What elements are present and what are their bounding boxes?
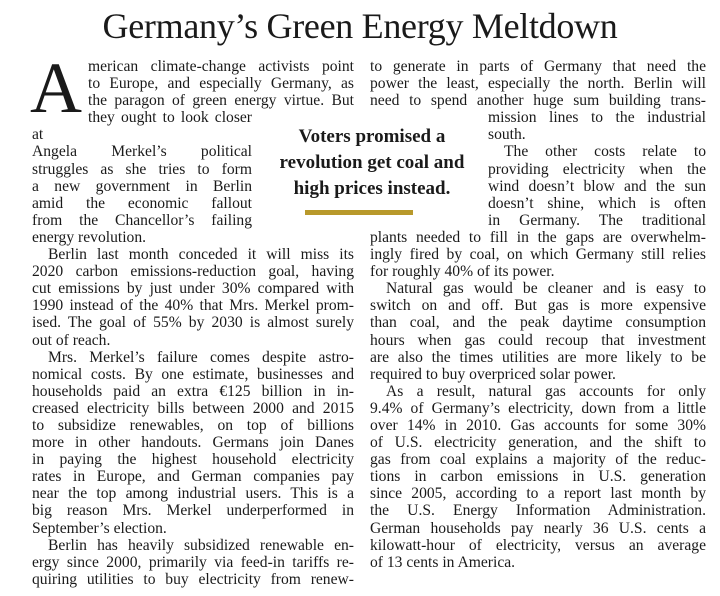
text-line: to Europe, and especially Germany, as	[88, 75, 354, 93]
text-line: gas from coal explains a majority of the reduc-	[370, 451, 706, 469]
text-line: switch on and off. But gas is more expensive	[370, 297, 706, 315]
text-line: are also the times utilities are more likely to be	[370, 348, 706, 366]
text-line: doesn’t shine, which is often	[488, 194, 706, 212]
text-line: 9.4% of Germany’s electricity, down from a little	[370, 399, 706, 417]
text-line: plants needed to fill in the gaps are overwhelm-	[370, 228, 706, 246]
text-line: 1990 instead of the 40% that Mrs. Merkel prom-	[32, 297, 354, 315]
text-line: ingly fired by coal, on which Germany still relies	[370, 246, 706, 264]
text-line: out of reach.	[32, 331, 111, 349]
text-line: households paid an extra €125 billion in in-	[32, 382, 354, 400]
text-line: in Germany. The traditional	[488, 211, 706, 229]
text-line: cut emissions by just under 30% compared with	[32, 280, 354, 298]
text-line: the paragon of green energy virtue. But	[88, 92, 354, 110]
pull-quote-line: Voters promised a	[298, 126, 446, 147]
text-line: from the Chancellor’s failing	[32, 211, 252, 229]
text-line: Berlin last month conceded it will miss its	[48, 246, 354, 264]
text-line: mission lines to the industrial	[488, 109, 706, 127]
text-line: creased electricity bills between 2000 and 2015	[32, 399, 354, 417]
paragraph-2	[32, 246, 354, 349]
text-line: providing electricity when the	[488, 160, 706, 178]
text-line: for roughly 40% of its power.	[370, 263, 555, 281]
text-line: south.	[488, 126, 526, 144]
text-line: more in other handouts. Germans join Danes	[32, 434, 354, 452]
text-line: Angela Merkel’s political	[32, 143, 252, 161]
drop-cap: A	[30, 48, 82, 128]
text-line: ised. The goal of 55% by 2030 is almost surely	[32, 314, 354, 332]
text-line: struggles as she tries to form	[32, 160, 252, 178]
paragraph-8	[370, 383, 706, 571]
text-line: tions in carbon emissions in U.S. generation	[370, 468, 706, 486]
text-line: kilowatt-hour of electricity, versus an average	[370, 536, 706, 554]
text-line: of 13 cents in America.	[370, 553, 516, 571]
text-line: hours when gas could recoup that investment	[370, 331, 706, 349]
text-line: energy revolution.	[32, 228, 147, 246]
text-line: Mrs. Merkel’s failure comes despite astro-	[48, 348, 354, 366]
paragraph-4	[32, 537, 354, 588]
text-line: need to spend another huge sum building trans-	[370, 92, 706, 110]
text-line: German households pay nearly 36 U.S. cents a	[370, 519, 706, 537]
text-line: nomical costs. By one estimate, businesses and	[32, 365, 354, 383]
text-line: The other costs relate to	[504, 143, 706, 161]
pull-quote-line: revolution get coal and	[279, 152, 465, 173]
text-line: required to buy overpriced solar power.	[370, 365, 616, 383]
text-line: 2020 carbon emissions-reduction goal, having	[32, 263, 354, 281]
text-line: the U.S. Energy Information Administration.	[370, 502, 706, 520]
text-line: since 2005, according to a report last month by	[370, 485, 706, 503]
text-line: amid the economic fallout	[32, 194, 252, 212]
text-line: a new government in Berlin	[32, 177, 252, 195]
text-line: September’s election.	[32, 519, 167, 537]
text-line: ergy since 2000, primarily via feed-in tariffs re-	[32, 553, 354, 571]
text-line: they ought to look closer at	[32, 109, 252, 144]
paragraph-7	[370, 280, 706, 383]
text-line: power the least, especially the north. Berlin will	[370, 75, 706, 93]
text-line: in paying the highest household electricity	[32, 451, 354, 469]
text-line: rates in Europe, and German companies pay	[32, 468, 354, 486]
text-line: of U.S. electricity generation, and the shift to	[370, 434, 706, 452]
text-line: than coal, and the peak daytime consumption	[370, 314, 706, 332]
text-line: to generate in parts of Germany that need the	[370, 58, 706, 75]
text-line: Berlin has heavily subsidized renewable en-	[48, 536, 354, 554]
pull-quote	[252, 124, 492, 202]
headline: Germany’s Green Energy Meltdown	[102, 6, 618, 46]
text-line: quiring utilities to buy electricity from renew-	[32, 570, 354, 588]
pull-quote-rule	[305, 210, 413, 215]
text-line: merican climate-change activists point	[88, 58, 354, 75]
pull-quote-line: high prices instead.	[293, 178, 451, 199]
text-line: big reason Mrs. Merkel underperformed in	[32, 502, 354, 520]
paragraph-3	[32, 349, 354, 537]
text-line: near the top among industrial users. This is a	[32, 485, 354, 503]
text-line: As a result, natural gas accounts for only	[386, 382, 706, 400]
text-line: to subsidize renewables, on top of billions	[32, 416, 354, 434]
text-line: wind doesn’t blow and the sun	[488, 177, 706, 195]
text-line: Natural gas would be cleaner and is easy to	[386, 280, 706, 298]
text-line: over 14% in 2010. Gas accounts for some 30%	[370, 416, 706, 434]
